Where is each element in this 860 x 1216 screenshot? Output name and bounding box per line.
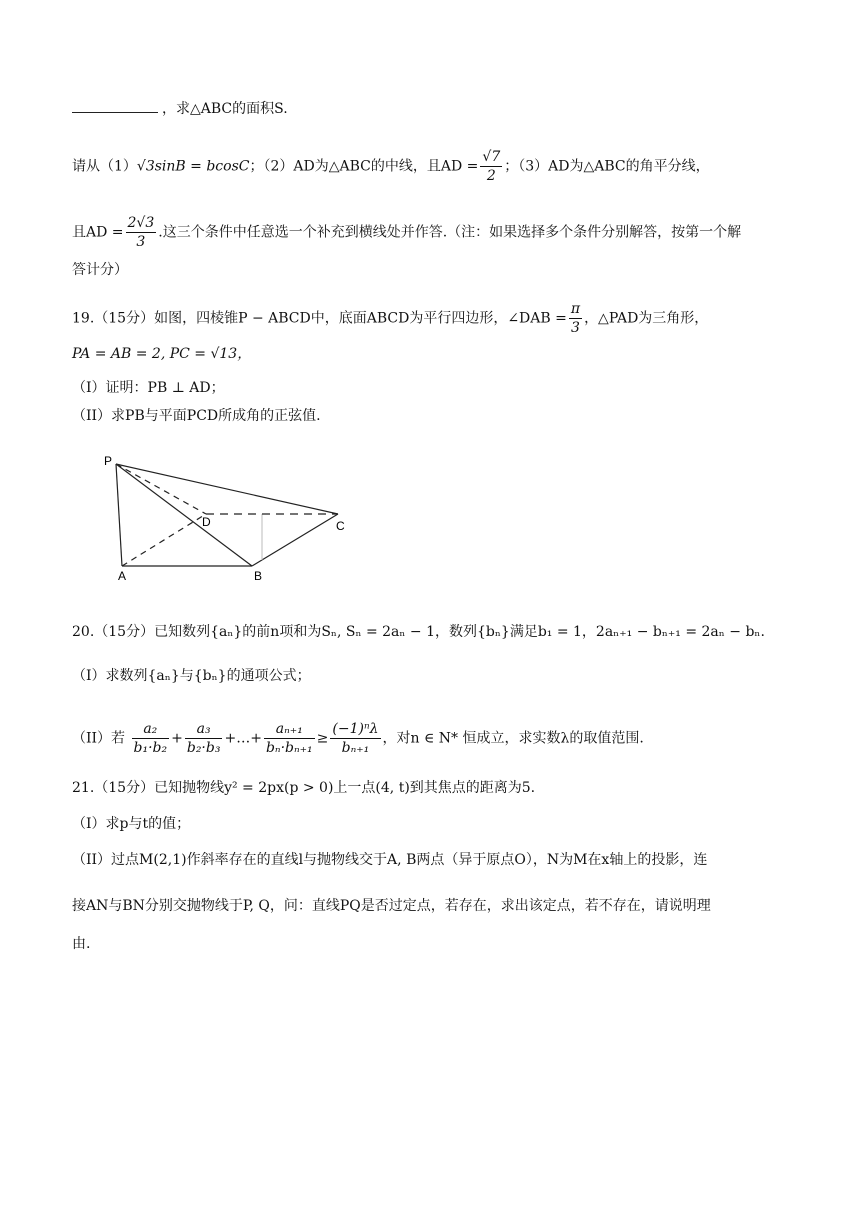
condition-2: AD为△ABC的中线，且AD = (293, 158, 479, 175)
condition-1: √3sinB = bcosC (136, 158, 250, 175)
p21-q2-line1: （II）过点M(2,1)作斜率存在的直线l与抛物线交于A, B两点（异于原点O），N为M在x轴上的投影，连 (72, 852, 708, 868)
edge-pa (116, 464, 122, 566)
p19-given: PA = AB = 2, PC = √13， (72, 346, 252, 362)
edge-bc (252, 514, 338, 566)
p21-head: 21.（15分）已知抛物线y² = 2px(p > 0)上一点(4, t)到其焦点的距离为5. (72, 780, 536, 796)
label-a: A (118, 569, 127, 583)
p21-q2-line2: 接AN与BN分别交抛物线于P, Q，问：直线PQ是否过定点，若存在，求出该定点，若不存在，请说明理 (72, 898, 711, 914)
p19-q1: （I）证明：PB ⊥ AD； (72, 380, 225, 396)
p19-head: 19.（15分）如图，四棱锥P − ABCD中，底面ABCD为平行四边形，∠DAB = $\frac{\pi}{3}$ ，△PAD为三角形， (72, 301, 709, 336)
p20-q1: （I）求数列{aₙ}与{bₙ}的通项公式； (72, 668, 311, 684)
label-p: P (104, 454, 113, 468)
p20-head: 20.（15分）已知数列{aₙ}的前n项和为Sₙ, Sₙ = 2aₙ − 1，数列{bₙ}满足b₁ = 1，2aₙ₊₁ − bₙ₊₁ = 2aₙ − bₙ. (72, 624, 765, 640)
label-b: B (254, 569, 263, 583)
p18-continuation (72, 98, 800, 119)
pyramid-figure (98, 452, 358, 586)
p18-cont-text: ，求△ABC的面积S. (162, 101, 288, 117)
p18-condition3-line: 且AD = $\frac{2√3}{3}$ .这三个条件中任意选一个补充到横线处并作答.（注：如果选择多个条件分别解答，按第一个解 (72, 215, 742, 250)
p21-q1: （I）求p与t的值； (72, 816, 191, 832)
p20-q2: （II）若 $\frac{\text{a₂}}{\text{b₁·b₂}}$ + $\frac{\text{a₃}}{\text{b₂·b₃}}$ +…+ $\frac{\text{aₙ₊₁}}{\text{bₙ·bₙ₊₁}}$ ≥ $\frac{\text{(−1)ⁿλ}}{\text{bₙ₊₁}}$ ，对n ∈ N* 恒成立，求实数λ的取值范围. (72, 721, 644, 756)
angle-fraction: $\frac{\pi}{3}$ (570, 301, 581, 336)
answer-blank (72, 98, 158, 113)
p18-tail: 答计分） (72, 262, 128, 278)
label-c: C (336, 519, 345, 533)
p21-q2-line3: 由. (72, 936, 91, 952)
label-d: D (202, 515, 211, 529)
condition-3: AD为△ABC的角平分线， (548, 158, 710, 175)
edge-pd (116, 464, 206, 514)
ad-fraction-2: $\frac{2√3}{3}$ (127, 215, 155, 250)
p19-q2: （II）求PB与平面PCD所成角的正弦值. (72, 408, 321, 424)
ad-fraction: $\frac{√7}{2}$ (482, 149, 501, 184)
p18-conditions-line: 请从（1）√3sinB = bcosC；（2）AD为△ABC的中线，且AD = $\frac{√7}{2}$ ；（3）AD为△ABC的角平分线， (72, 149, 710, 184)
